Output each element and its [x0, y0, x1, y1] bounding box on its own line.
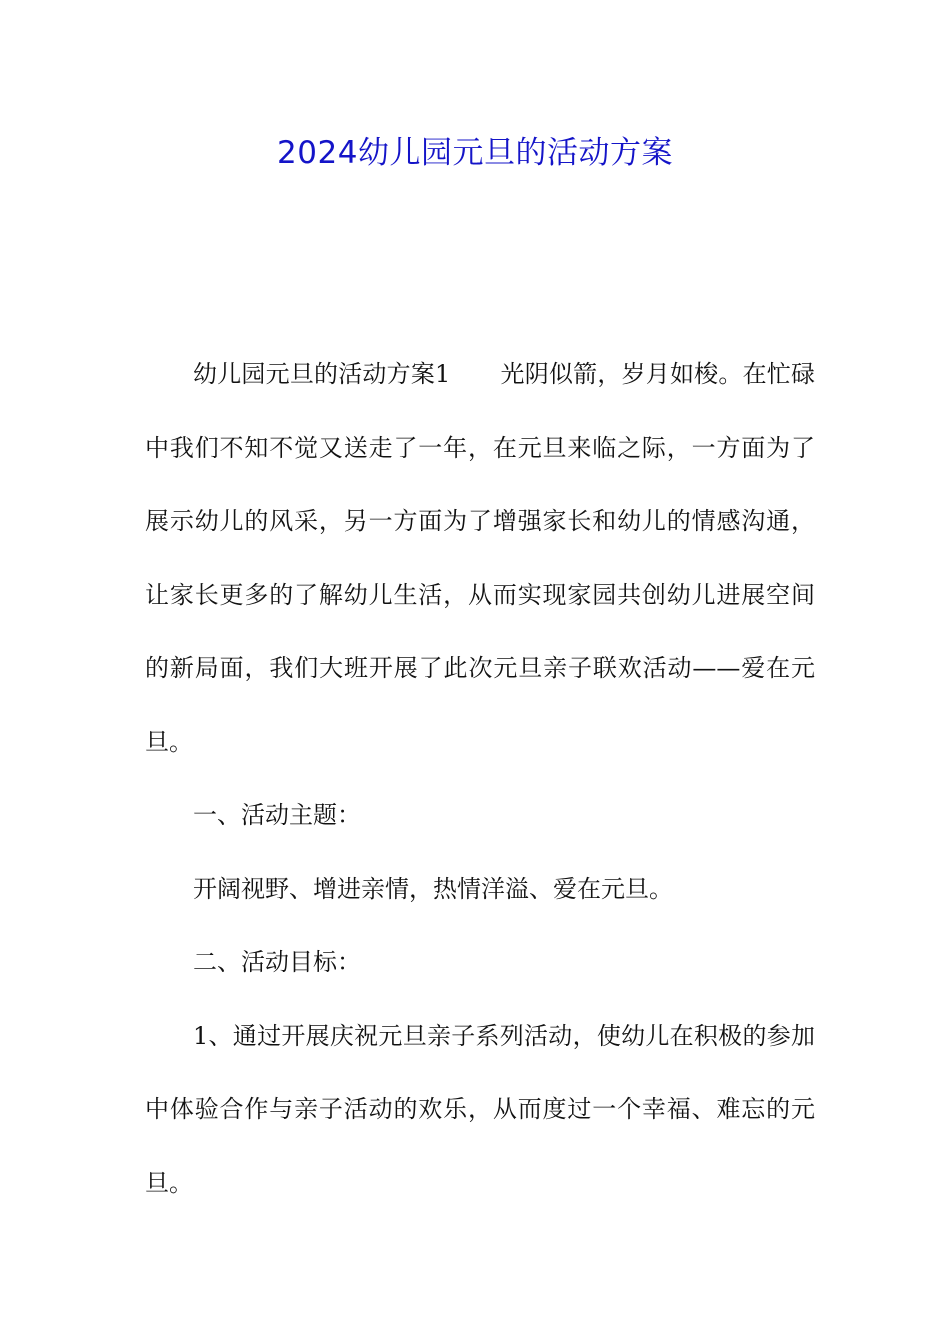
document-title: 2024幼儿园元旦的活动方案	[277, 135, 673, 171]
section1-heading: 一、活动主题：	[193, 801, 361, 829]
intro-heading: 幼儿园元旦的活动方案1	[193, 360, 451, 388]
document-body	[145, 338, 815, 1220]
section2-item1: 1、通过开展庆祝元旦亲子系列活动，使幼儿在积极的参加中体验合作与亲子活动的欢乐，从而度过一个幸福、难忘的元旦。	[145, 1021, 815, 1197]
intro-text: 光阴似箭，岁月如梭。在忙碌中我们不知不觉又送走了一年，在元旦来临之际，一方面为了展示幼儿的风采，另一方面为了增强家长和幼儿的情感沟通，让家长更多的了解幼儿生活，从而实现家园共创幼儿进展空间的新局面，我们大班开展了此次元旦亲子联欢活动——爱在元旦。	[145, 360, 815, 756]
section1-text: 开阔视野、增进亲情，热情洋溢、爱在元旦。	[193, 874, 673, 903]
section2-heading: 二、活动目标：	[193, 948, 361, 976]
intro-paragraph	[145, 338, 815, 779]
